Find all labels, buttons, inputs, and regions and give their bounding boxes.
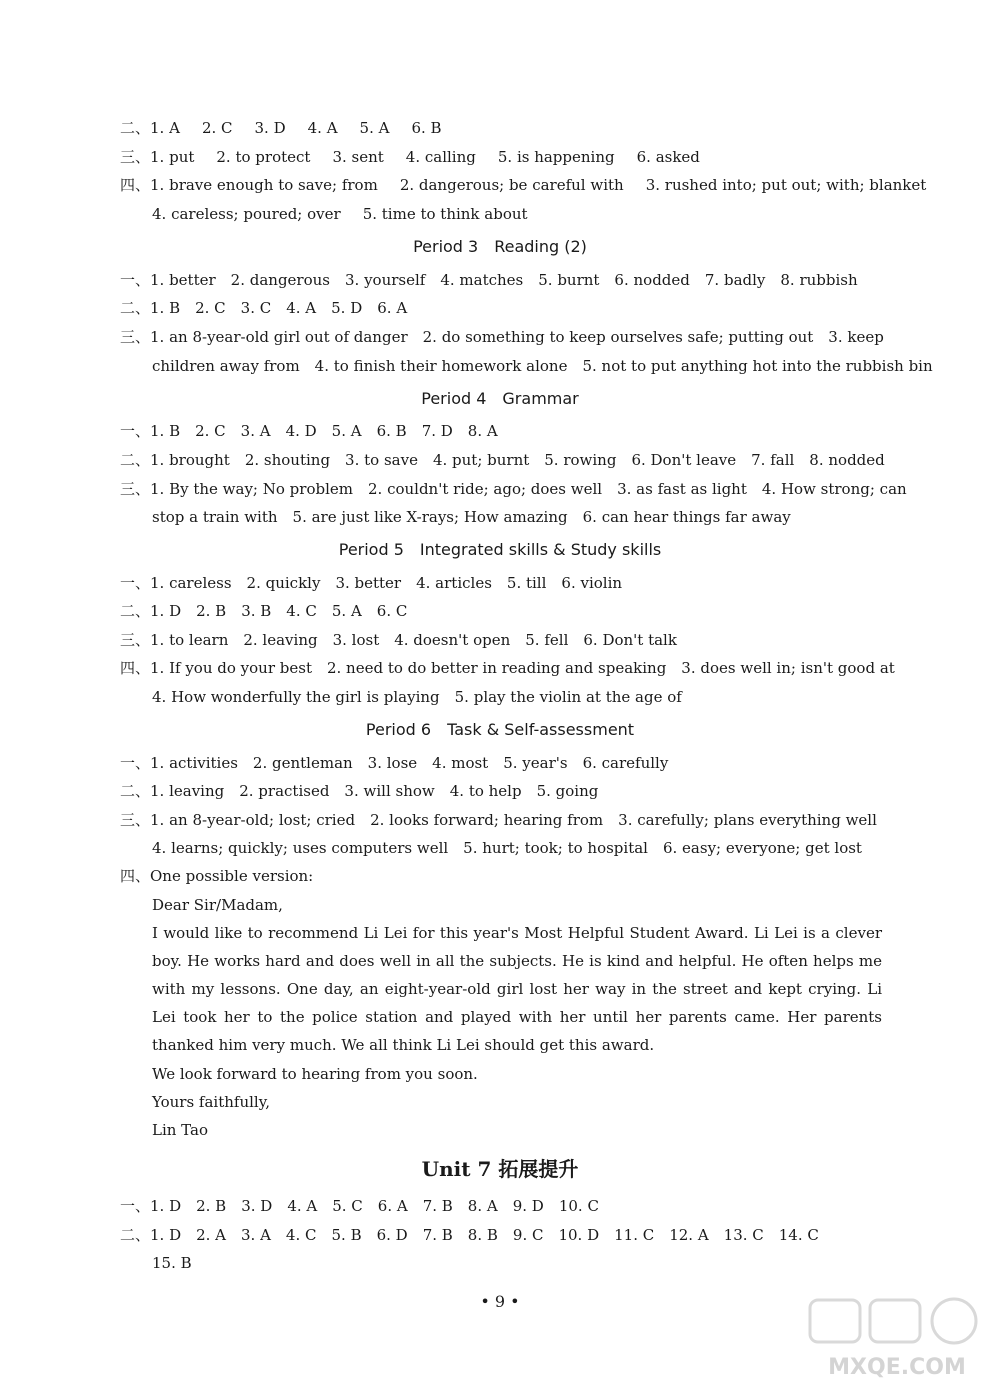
answer-item: 5. A xyxy=(359,119,390,137)
watermark-icon xyxy=(802,1294,992,1384)
answer-item: 4. A xyxy=(307,119,338,137)
answer-item: 1. brave enough to save; from xyxy=(150,176,378,194)
answer-line xyxy=(120,147,882,167)
period-6-heading: Period 6 Task & Self-assessment xyxy=(365,720,635,739)
answer-line: 三、1. an 8-year-old; lost; cried 2. looks forward; hearing from 3. carefully; plans everything well xyxy=(120,811,877,829)
answer-item: 6. B xyxy=(411,119,442,137)
answer-item: 2. dangerous; be careful with xyxy=(399,176,624,194)
answer-item: 2. C xyxy=(201,119,233,137)
answer-item: 3. sent xyxy=(332,148,384,166)
watermark-text: MXQE.COM xyxy=(828,1355,966,1380)
answer-line: 四、One possible version: xyxy=(120,867,314,885)
answer-item: 5. time to think about xyxy=(362,205,528,223)
answer-line: 三、1. By the way; No problem 2. couldn't ride; ago; does well 3. as fast as light 4. How strong; can xyxy=(120,480,907,498)
section-label: 四、 xyxy=(120,176,151,194)
letter-signoff: Yours faithfully, xyxy=(152,1093,270,1111)
answer-line: 15. B xyxy=(152,1254,192,1272)
answer-item: 2. to protect xyxy=(216,148,311,166)
answer-line: 一、1. careless 2. quickly 3. better 4. articles 5. till 6. violin xyxy=(120,574,623,592)
answer-line: 4. learns; quickly; uses computers well 5. hurt; took; to hospital 6. easy; everyone; get lost xyxy=(152,839,862,857)
period-3-heading: Period 3 Reading (2) xyxy=(413,237,587,256)
answer-line: 二、1. B 2. C 3. C 4. A 5. D 6. A xyxy=(120,299,408,317)
answer-line: 四、1. If you do your best 2. need to do better in reading and speaking 3. does well in; isn't good at xyxy=(120,659,895,677)
answer-line: 二、1. brought 2. shouting 3. to save 4. put; burnt 5. rowing 6. Don't leave 7. fall 8. nodded xyxy=(120,451,885,469)
answer-line: 一、1. activities 2. gentleman 3. lose 4. most 5. year's 6. carefully xyxy=(120,754,669,772)
period-5-heading: Period 5 Integrated skills & Study skills xyxy=(338,540,662,559)
answer-line xyxy=(152,204,882,224)
page-number: • 9 • xyxy=(480,1292,520,1311)
answer-line: 三、1. to learn 2. leaving 3. lost 4. doesn't open 5. fell 6. Don't talk xyxy=(120,631,677,649)
answer-line xyxy=(120,118,882,138)
letter-signature: Lin Tao xyxy=(152,1121,209,1139)
letter-greeting: Dear Sir/Madam, xyxy=(152,896,283,914)
answer-line: 4. How wonderfully the girl is playing 5. play the violin at the age of xyxy=(152,688,682,706)
answer-line: 二、1. D 2. B 3. B 4. C 5. A 6. C xyxy=(120,602,408,620)
answer-item: 3. D xyxy=(254,119,286,137)
answer-line: 二、1. D 2. A 3. A 4. C 5. B 6. D 7. B 8. B 9. C 10. D 11. C 12. A 13. C 14. C xyxy=(120,1226,819,1244)
answer-line: 二、1. leaving 2. practised 3. will show 4. to help 5. going xyxy=(120,782,599,800)
watermark-logo xyxy=(802,1294,992,1384)
answer-item: 4. calling xyxy=(405,148,476,166)
answer-item: 1. A xyxy=(150,119,180,137)
section-label: 二、 xyxy=(120,119,151,137)
answer-item: 4. careless; poured; over xyxy=(152,205,341,223)
section-label: 三、 xyxy=(120,148,151,166)
answer-line xyxy=(120,175,927,195)
answer-line: stop a train with 5. are just like X-rays; How amazing 6. can hear things far away xyxy=(152,508,791,526)
answer-line: 一、1. B 2. C 3. A 4. D 5. A 6. B 7. D 8. A xyxy=(120,422,498,440)
answer-item: 3. rushed into; put out; with; blanket xyxy=(645,176,927,194)
answer-line: 三、1. an 8-year-old girl out of danger 2. do something to keep ourselves safe; putting out 3. keep xyxy=(120,328,884,346)
unit-7-title: Unit 7 拓展提升 xyxy=(421,1157,579,1181)
answer-item: 5. is happening xyxy=(497,148,615,166)
answer-line: 一、1. D 2. B 3. D 4. A 5. C 6. A 7. B 8. A 9. D 10. C xyxy=(120,1197,599,1215)
answer-line: children away from 4. to finish their homework alone 5. not to put anything hot into the rubbish bin xyxy=(152,357,933,375)
letter-closing: We look forward to hearing from you soon. xyxy=(152,1065,478,1083)
answer-item: 6. asked xyxy=(636,148,700,166)
period-4-heading: Period 4 Grammar xyxy=(421,389,579,408)
letter-body: I would like to recommend Li Lei for this year's Most Helpful Student Award. Li Lei is a clever boy. He works hard and does well in all the subjects. He is kind and helpful. He often helps me with my lessons. One day, an eight-year-old girl lost her way in the street and kept crying. Li Lei took her to the police station and played with her until her parents came. Her parents thanked him very much. We all think Li Lei should get this award. xyxy=(152,924,882,1054)
answer-item: 1. put xyxy=(150,148,195,166)
answer-line: 一、1. better 2. dangerous 3. yourself 4. matches 5. burnt 6. nodded 7. badly 8. rubbish xyxy=(120,271,858,289)
